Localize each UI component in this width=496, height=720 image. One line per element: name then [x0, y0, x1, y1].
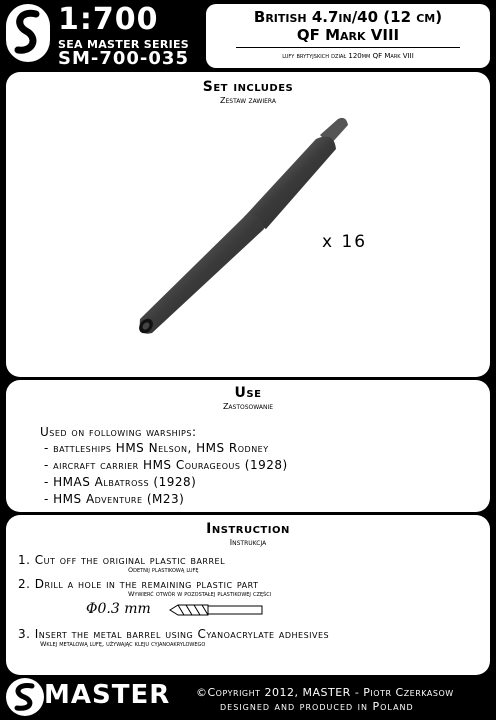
- made-in-text: designed and produced in Poland: [220, 700, 414, 713]
- copyright-text: ©Copyright 2012, MASTER - Piotr Czerkasow: [196, 686, 454, 699]
- drill-size-label: Φ0.3 mm: [86, 601, 151, 617]
- product-title: British 4.7in/40 (12 cm): [253, 8, 443, 26]
- title-divider: [236, 47, 460, 48]
- ship-list-item: - HMS Adventure (M23): [44, 492, 185, 506]
- instruction-step-3-sub: Wklej metalową lufę, używając kleju cyjanoakrylowego: [40, 640, 206, 648]
- footer-s-logo-icon: [6, 678, 44, 716]
- set-includes-subheading: Zestaw zawiera: [220, 96, 276, 105]
- drill-bit-icon: [168, 603, 264, 617]
- instruction-step-3: 3. Insert the metal barrel using Cyanoacrylate adhesives: [18, 627, 330, 641]
- quantity-label: x 16: [322, 232, 368, 252]
- brand-name: MASTER: [44, 680, 171, 710]
- series-label: SEA MASTER SERIES: [58, 38, 190, 51]
- use-subheading: Zastosowanie: [222, 402, 274, 411]
- instruction-step-1: 1. Cut off the original plastic barrel: [18, 553, 226, 567]
- instruction-step-2-sub: Wywierć otwór w pozostałej plastikowej części: [128, 590, 272, 598]
- ship-list-item: - HMAS Albatross (1928): [44, 475, 197, 489]
- metal-barrel-image: [120, 105, 380, 345]
- instruction-subheading: Instrukcja: [229, 538, 267, 547]
- instruction-step-2: 2. Drill a hole in the remaining plastic part: [18, 577, 259, 591]
- product-title-mark: QF Mark VIII: [296, 26, 400, 44]
- product-code: SM-700-035: [58, 48, 189, 69]
- use-intro-text: Used on following warships:: [40, 425, 197, 439]
- set-includes-heading: Set includes: [202, 79, 294, 95]
- ship-list-item: - battleships HMS Nelson, HMS Rodney: [44, 441, 269, 455]
- scale-label: 1:700: [58, 2, 159, 37]
- use-heading: Use: [234, 385, 262, 401]
- ship-list-item: - aircraft carrier HMS Courageous (1928): [44, 458, 288, 472]
- product-subtitle: lufy brytyjskich dział 120mm QF Mark VIII: [282, 52, 414, 60]
- instruction-heading: Instruction: [206, 521, 290, 537]
- instruction-step-1-sub: Odetnij plastikową lufę: [128, 566, 199, 574]
- master-s-logo-icon: [6, 4, 50, 62]
